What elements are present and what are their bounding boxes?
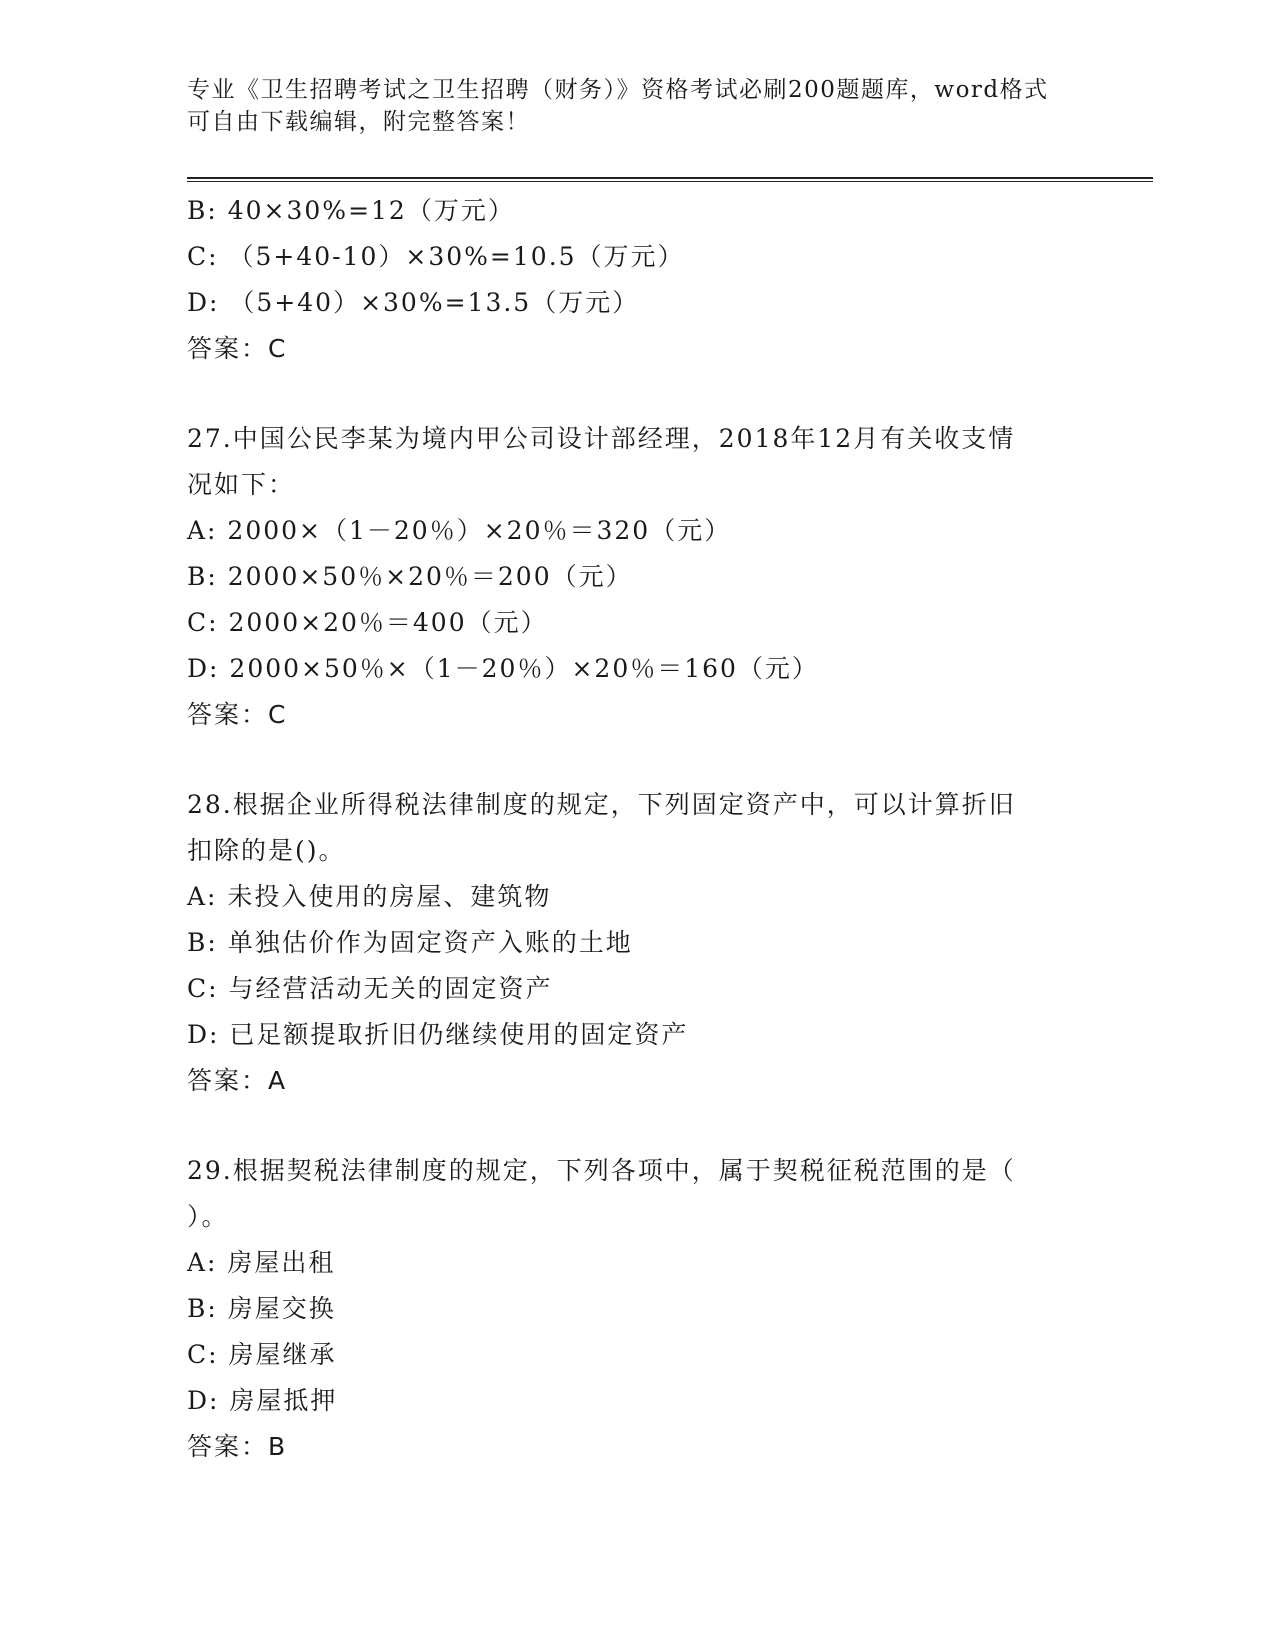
stem-line-2: ）。 xyxy=(187,1202,229,1231)
stem-line-1: 29.根据契税法律制度的规定，下列各项中，属于契税征税范围的是（ xyxy=(187,1156,1016,1185)
question-27 xyxy=(187,416,1087,738)
header-line-2: 可自由下载编辑，附完整答案！ xyxy=(187,109,530,135)
stem-line-2: 扣除的是()。 xyxy=(187,836,346,865)
option-d: D: 已足额提取折旧仍继续使用的固定资产 xyxy=(187,1020,689,1049)
answer-line: 答案：B xyxy=(187,1432,288,1461)
header-divider-thin xyxy=(187,181,1153,182)
option-a: A: 2000×（1－20％）×20％＝320（元） xyxy=(187,516,732,545)
option-c: C: 与经营活动无关的固定资产 xyxy=(187,974,553,1003)
option-d: D: （5+40）×30%=13.5（万元） xyxy=(187,288,640,317)
question-26-tail xyxy=(187,188,1087,372)
option-a: A: 未投入使用的房屋、建筑物 xyxy=(187,882,552,911)
option-c: C: 2000×20％＝400（元） xyxy=(187,608,548,637)
header-line-1: 专业《卫生招聘考试之卫生招聘（财务）》资格考试必刷200题题库，word格式 xyxy=(187,77,1049,103)
option-b: B: 房屋交换 xyxy=(187,1294,336,1323)
option-d: D: 2000×50％×（1－20％）×20％＝160（元） xyxy=(187,654,819,683)
option-c: C: （5+40-10）×30%=10.5（万元） xyxy=(187,242,685,271)
question-28 xyxy=(187,782,1087,1104)
answer-line: 答案：C xyxy=(187,334,288,363)
question-list xyxy=(187,188,1087,1470)
question-gap xyxy=(187,1104,1087,1148)
question-gap xyxy=(187,738,1087,782)
option-d: D: 房屋抵押 xyxy=(187,1386,338,1415)
answer-line: 答案：A xyxy=(187,1066,288,1095)
header-divider-thick xyxy=(187,177,1153,179)
option-b: B: 2000×50％×20％＝200（元） xyxy=(187,562,633,591)
stem-line-2: 况如下： xyxy=(187,470,296,499)
option-c: C: 房屋继承 xyxy=(187,1340,337,1369)
document-header xyxy=(187,74,1087,138)
option-a: A: 房屋出租 xyxy=(187,1248,336,1277)
stem-line-1: 27.中国公民李某为境内甲公司设计部经理，2018年12月有关收支情 xyxy=(187,424,1016,453)
stem-line-1: 28.根据企业所得税法律制度的规定，下列固定资产中，可以计算折旧 xyxy=(187,790,1016,819)
question-29 xyxy=(187,1148,1087,1470)
question-stem xyxy=(187,416,1087,508)
question-stem xyxy=(187,1148,1087,1240)
question-stem xyxy=(187,782,1087,874)
option-b: B: 40×30%=12（万元） xyxy=(187,196,515,225)
question-gap xyxy=(187,372,1087,416)
answer-line: 答案：C xyxy=(187,700,288,729)
option-b: B: 单独估价作为固定资产入账的土地 xyxy=(187,928,633,957)
